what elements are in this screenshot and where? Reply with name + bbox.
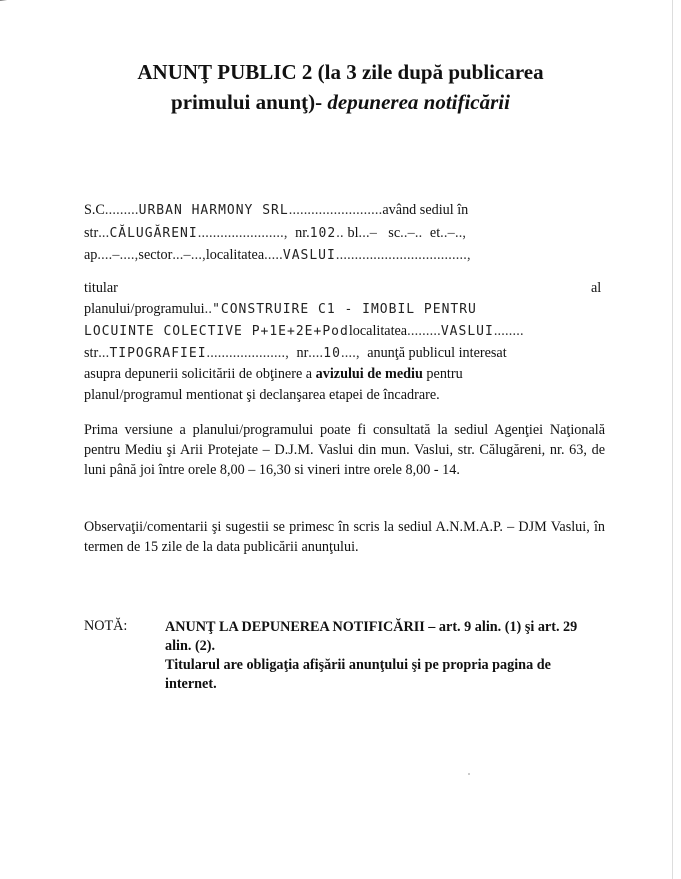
form-line-plan: planului/programului.."CONSTRUIRE C1 - IMOBIL PENTRU [84,301,477,317]
form-line-plan-2: LOCUINTE COLECTIVE P+1E+2E+Podlocalitatea.........VASLUI........ [84,323,524,339]
street-value: CĂLUGĂRENI [109,226,198,241]
street2-value: TIPOGRAFIEI [109,346,207,361]
anunta-text: anunţă publicul interesat [367,345,507,361]
localitatea-value: VASLUI [282,248,336,263]
nr-value: 102 [309,226,337,241]
sector-label: sector [138,247,173,263]
company-value: URBAN HARMONY SRL [138,203,289,218]
scan-corner-mark [0,0,46,3]
form-line-street2: str...TIPOGRAFIEI....................., nr....10...., anunţă publicul interesat [84,345,507,361]
nr-label: nr. [295,225,310,241]
title-line-2 [0,87,681,117]
titular-label: titular [84,280,118,296]
nota-line-2: Titularul are obligaţia afişării anunţului şi pe propria pagina de internet. [165,657,551,692]
title-line-2-normal: primului anunţ)- [171,90,328,114]
form-line-company: S.C.........URBAN HARMONY SRL.........................având sediul în [84,202,469,218]
nr2-label: nr [296,345,309,361]
form-line-address: str...CĂLUGĂRENI......................., nr.102.. bl...– sc..–.. et..–.., [84,225,467,241]
avizul-de-mediu: avizului de mediu [315,366,423,382]
form-line-planul: planul/programul mentionat şi declanşarea etapei de încadrare. [84,387,440,403]
plan-name-1: "CONSTRUIRE C1 - IMOBIL PENTRU [212,302,477,317]
et-label: et [429,225,441,241]
document-title [0,57,681,117]
ap-label: ap [84,247,98,263]
title-line-1: ANUNŢ PUBLIC 2 (la 3 zile după publicarea [137,60,544,84]
nota-body [165,618,605,694]
sc-label: S.C [84,202,105,218]
localitatea2-label: localitatea [348,323,408,339]
sc-short-label: sc [388,225,401,241]
plan-name-2: LOCUINTE COLECTIVE P+1E+2E+Pod [84,324,349,339]
str2-label: str [84,345,99,361]
form-line-asupra [84,366,463,383]
form-line-locality: ap....–....,sector...–...,localitatea.....VASLUI..................................., [84,247,471,263]
localitatea-label: localitatea [205,247,265,263]
asupra-text: asupra depunerii solicitării de obţinere a [84,366,316,382]
localitatea2-value: VASLUI [440,324,494,339]
str-label: str [84,225,99,241]
nota-label: NOTĂ: [84,618,128,634]
asupra-text-end: pentru [422,366,463,382]
nr2-value: 10 [323,346,341,361]
nota-line-1: ANUNŢ LA DEPUNEREA NOTIFICĂRII – art. 9 alin. (1) şi art. 29 alin. (2). [165,619,578,654]
al-label: al [591,280,602,296]
planului-label: planului/programului [84,301,205,317]
scan-edge-line [672,0,673,879]
avand-sediul-text: având sediul în [382,202,469,218]
bl-label: bl [347,225,359,241]
paragraph-observations: Observaţii/comentarii şi sugestii se primesc în scris la sediul A.N.M.A.P. – DJM Vaslui, în termen de 15 zile de la data publicării anunţului. [84,519,605,555]
paragraph-consultation: Prima versiune a planului/programului poate fi consultată la sediul Agenţiei Naţională pentru Mediu şi Arii Protejate – D.J.M. Vaslui din mun. Vaslui, str. Călugăreni, nr. 63, de luni până joi între orele 8,00 – 16,30 si vineri intre orele 8,00 - 14. [84,422,605,478]
scan-speck [468,773,470,775]
title-line-2-italic: depunerea notificării [327,90,510,114]
